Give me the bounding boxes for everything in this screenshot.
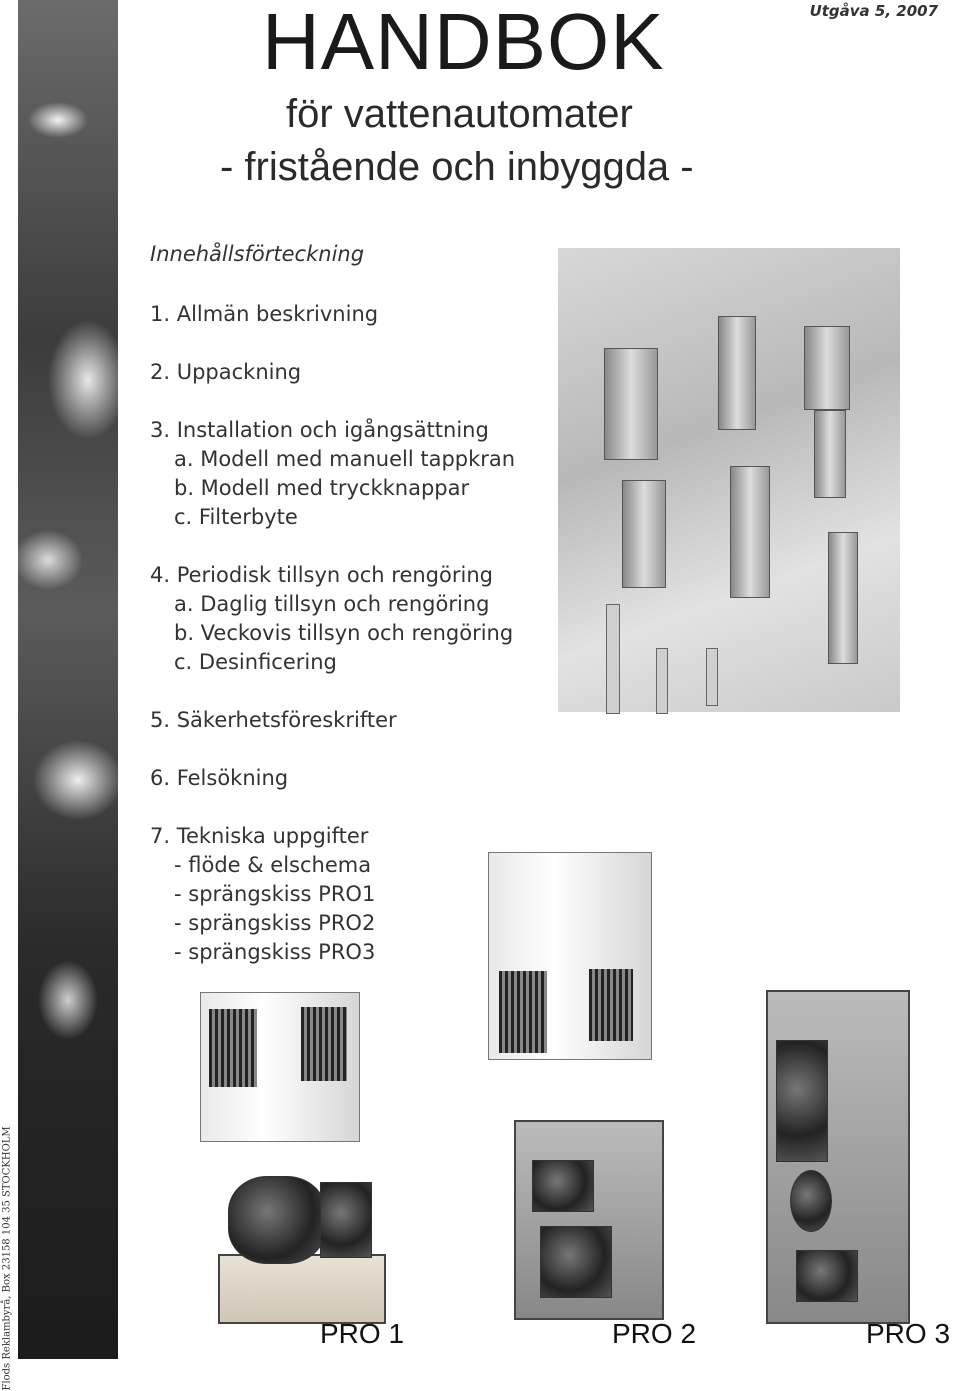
subtitle-line-1: för vattenautomater bbox=[286, 92, 633, 136]
tap-fixture bbox=[606, 604, 620, 714]
edition-label: Utgåva 5, 2007 bbox=[809, 2, 938, 20]
toc-item: 2. Uppackning bbox=[150, 360, 302, 384]
dispenser-unit bbox=[718, 316, 756, 430]
dispenser-unit bbox=[604, 348, 658, 460]
toc-subitem: a. Daglig tillsyn och rengöring bbox=[174, 592, 490, 616]
toc-subitem: a. Modell med manuell tappkran bbox=[174, 447, 516, 471]
tap-fixture bbox=[706, 648, 718, 706]
subtitle-line-2: - fristående och inbyggda - bbox=[220, 145, 694, 189]
cooler-unit-photo bbox=[488, 852, 652, 1060]
dispenser-unit bbox=[828, 532, 858, 664]
dispenser-unit bbox=[804, 326, 850, 410]
pro1-label: PRO 1 bbox=[320, 1318, 405, 1349]
dispenser-unit bbox=[730, 466, 770, 598]
toc-item: 4. Periodisk tillsyn och rengöring bbox=[150, 563, 493, 587]
toc-item: 3. Installation och igångsättning bbox=[150, 418, 489, 442]
toc-subitem: c. Filterbyte bbox=[174, 505, 298, 529]
toc-item: 1. Allmän beskrivning bbox=[150, 302, 379, 326]
toc-subitem: - sprängskiss PRO3 bbox=[174, 940, 376, 964]
pro2-label: PRO 2 bbox=[612, 1318, 697, 1349]
toc-subitem: b. Modell med tryckknappar bbox=[174, 476, 470, 500]
toc-subitem: b. Veckovis tillsyn och rengöring bbox=[174, 621, 514, 645]
toc-subitem: - flöde & elschema bbox=[174, 853, 372, 877]
toc-heading: Innehållsförteckning bbox=[150, 242, 365, 266]
page-title: HANDBOK bbox=[262, 0, 665, 86]
toc-item: 6. Felsökning bbox=[150, 766, 289, 790]
table-of-contents bbox=[150, 300, 515, 967]
dispenser-product-photo bbox=[558, 248, 900, 712]
agency-credit: Flods Reklambyrå, Box 23158 104 35 STOCKHOLM bbox=[1, 1126, 13, 1391]
dispenser-unit bbox=[622, 480, 666, 588]
toc-item: 5. Säkerhetsföreskrifter bbox=[150, 708, 397, 732]
toc-item: 7. Tekniska uppgifter bbox=[150, 824, 369, 848]
dispenser-unit bbox=[814, 410, 846, 498]
pro3-label: PRO 3 bbox=[866, 1318, 951, 1349]
water-splash-strip bbox=[18, 0, 118, 1359]
toc-subitem: - sprängskiss PRO2 bbox=[174, 911, 376, 935]
toc-subitem: c. Desinficering bbox=[174, 650, 337, 674]
cooler-unit-photo bbox=[200, 992, 360, 1142]
tap-fixture bbox=[656, 648, 668, 714]
toc-subitem: - sprängskiss PRO1 bbox=[174, 882, 376, 906]
